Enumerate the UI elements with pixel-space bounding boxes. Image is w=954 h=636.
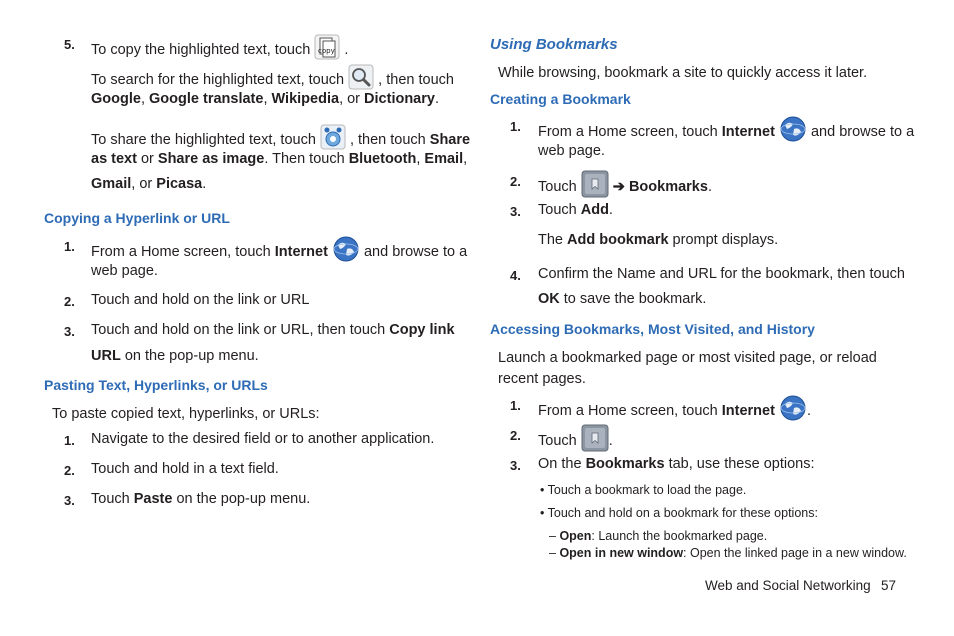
section-heading: Pasting Text, Hyperlinks, or URLs xyxy=(44,377,268,393)
step-text: To search for the highlighted text, touch , then touch xyxy=(91,64,454,96)
copy-icon xyxy=(314,34,340,66)
svg-text:copy: copy xyxy=(318,47,336,55)
step-text: as text or Share as image. Then touch Bluetooth, Email, xyxy=(91,151,468,167)
section-heading: Using Bookmarks xyxy=(490,36,618,53)
step-text: On the Bookmarks tab, use these options: xyxy=(538,456,815,472)
section-heading: Accessing Bookmarks, Most Visited, and History xyxy=(490,321,815,337)
step-text: Google, Google translate, Wikipedia, or Dictionary. xyxy=(91,91,439,107)
step-text: Touch and hold on the link or URL xyxy=(91,292,310,308)
step-text: The Add bookmark prompt displays. xyxy=(538,232,779,248)
step-text: To share the highlighted text, touch , then touch Share xyxy=(91,124,470,156)
internet-globe-icon xyxy=(332,235,360,269)
step-number: 3. xyxy=(510,204,521,219)
step-text: Touch ➔ Bookmarks. xyxy=(538,170,712,204)
step-text: From a Home screen, touch Internet and browse to a xyxy=(91,235,467,269)
footer-section-title: Web and Social Networking xyxy=(705,578,871,593)
step-number: 2. xyxy=(64,294,75,309)
dash-icon: – xyxy=(549,546,556,560)
internet-globe-icon xyxy=(779,394,807,428)
step-number: 3. xyxy=(510,458,521,473)
step-text: Touch and hold in a text field. xyxy=(91,461,279,477)
bullet-icon: • xyxy=(540,483,545,497)
step-text: From a Home screen, touch Internet and browse to a xyxy=(538,115,914,149)
step-number: 4. xyxy=(510,268,521,283)
step-number: 3. xyxy=(64,324,75,339)
section-heading: Copying a Hyperlink or URL xyxy=(44,210,230,226)
section-intro: While browsing, bookmark a site to quickly access it later. xyxy=(498,65,868,81)
step-text: web page. xyxy=(538,143,605,159)
section-heading: Creating a Bookmark xyxy=(490,91,631,107)
bullet-icon: • xyxy=(540,506,545,520)
step-number: 1. xyxy=(64,433,75,448)
step-text: Touch Paste on the pop-up menu. xyxy=(91,491,311,507)
dash-icon: – xyxy=(549,529,556,543)
step-text: Touch Add. xyxy=(538,202,613,218)
step-number: 2. xyxy=(64,463,75,478)
step-number: 2. xyxy=(510,428,521,443)
step-number: 5. xyxy=(64,37,75,52)
step-text: URL on the pop-up menu. xyxy=(91,348,259,364)
bookmark-icon xyxy=(581,424,609,458)
step-text: Confirm the Name and URL for the bookmark, then touch xyxy=(538,266,905,282)
step-text: To copy the highlighted text, touch copy . xyxy=(91,34,348,66)
step-text: web page. xyxy=(91,263,158,279)
step-text: Touch . xyxy=(538,424,613,458)
step-number: 1. xyxy=(510,398,521,413)
step-text: From a Home screen, touch Internet . xyxy=(538,394,811,428)
sub-bullet-item: – Open: Launch the bookmarked page. xyxy=(549,529,768,543)
bullet-item: • Touch and hold on a bookmark for these options: xyxy=(540,506,818,520)
section-intro: recent pages. xyxy=(498,371,586,387)
section-intro: Launch a bookmarked page or most visited page, or reload xyxy=(498,350,877,366)
page-number: 57 xyxy=(881,578,897,593)
step-number: 1. xyxy=(510,119,521,134)
step-number: 3. xyxy=(64,493,75,508)
step-number: 2. xyxy=(510,174,521,189)
step-text: Touch and hold on the link or URL, then touch Copy link xyxy=(91,322,455,338)
step-text: OK to save the bookmark. xyxy=(538,291,707,307)
step-number: 1. xyxy=(64,239,75,254)
bullet-item: • Touch a bookmark to load the page. xyxy=(540,483,747,497)
step-text: Navigate to the desired field or to another application. xyxy=(91,431,435,447)
internet-globe-icon xyxy=(779,115,807,149)
sub-bullet-item: – Open in new window: Open the linked page in a new window. xyxy=(549,546,907,560)
section-intro: To paste copied text, hyperlinks, or URLs: xyxy=(52,406,320,422)
step-text: Gmail, or Picasa. xyxy=(91,176,207,192)
bookmark-icon xyxy=(581,170,609,204)
